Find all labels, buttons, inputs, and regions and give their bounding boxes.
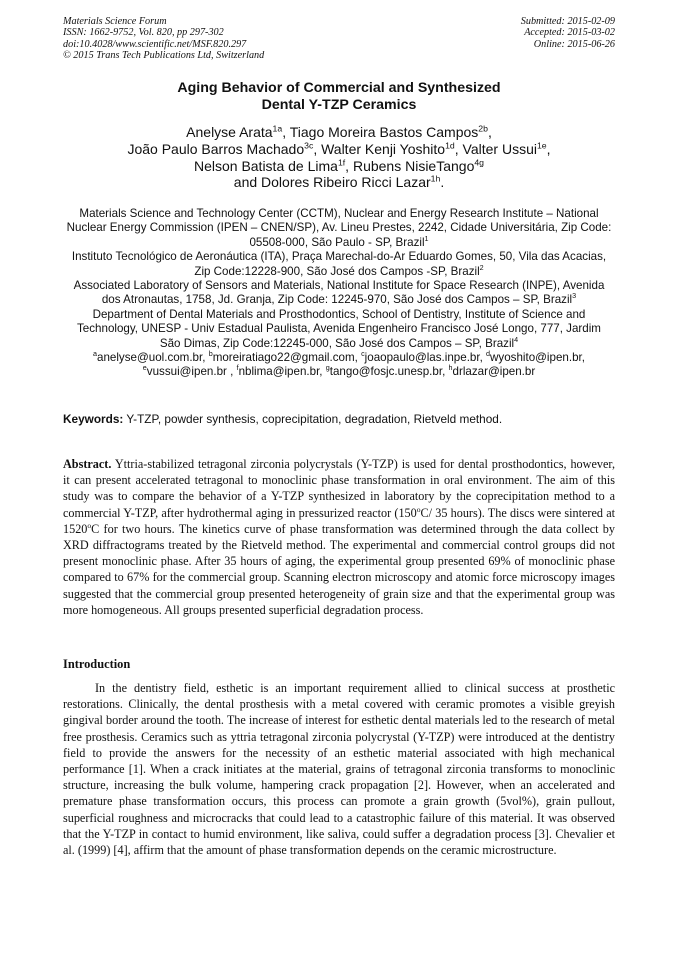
email-mark: a <box>93 349 98 359</box>
author-name: Walter Kenji Yoshito <box>321 140 446 157</box>
copyright: © 2015 Trans Tech Publications Ltd, Switzerland <box>63 50 265 62</box>
online-date: Online: 2015-06-26 <box>533 38 615 50</box>
keywords-text: Y-TZP, powder synthesis, coprecipitation, degradation, Rietveld method. <box>123 412 503 426</box>
introduction-paragraph: In the dentistry field, esthetic is an important requirement allied to clinical success at prosthetic restorations. Clinically, the dental prosthesis with a metal covered with ceramic promotes a visible greyish gingival border around the tooth. The increase of interest for esthetic dental materials led to the research of metal free prosthesis. Ceramics such as yttria tetragonal zirconia polycrystal (Y-TZP) were introduced at the dentistry field to provide the answers for the necessity of an esthetic material associated with high mechanical performance [1]. When a crack initiates at the material, grains of tetragonal zirconia transforms to monoclinic structure, increasing the bulk volume, hampering crack propagation [2]. However, when an accelerated and premature phase transformation occurs, this process can promote a grain growth (5vol%), grain pullout, superficial roughness and microcracks that could lead to a catastrophic failure of this material. It was observed that the Y-TZP in contact to humid environment, like saliva, could suffer a degradation process [3]. Chevalier et al. (1999) [4], affirm that the amount of phase transformation depends on the ceramic microstructure. <box>63 681 615 858</box>
author-affil-mark: 1a <box>272 123 283 134</box>
email-separator: , <box>479 351 487 365</box>
journal-header <box>63 16 363 62</box>
affiliation-3 <box>66 279 612 308</box>
author-separator: , <box>282 124 290 140</box>
author-name: Valter Ussui <box>462 140 537 157</box>
author-separator: , <box>487 124 492 140</box>
affiliation-mark: 1 <box>424 233 429 243</box>
author-separator: , <box>345 157 353 174</box>
author-separator: , <box>546 140 551 157</box>
accepted-date: Accepted: 2015-03-02 <box>524 27 615 39</box>
affiliation-mark: 4 <box>514 334 519 344</box>
degree-mark: o <box>416 504 421 514</box>
author-line <box>60 141 618 158</box>
author-line <box>60 174 618 191</box>
email-mark: h <box>448 363 453 373</box>
publication-dates <box>375 16 615 50</box>
affiliation-1 <box>66 207 612 250</box>
introduction-heading: Introduction <box>63 657 131 671</box>
email-separator: , <box>202 351 209 365</box>
affiliation-text: Department of Dental Materials and Prosthodontics, School of Dentistry, Institute of Science and Technology, UNESP - Univ Estadual Paulista, Avenida Engenheiro Francisco José Longo, 777, Jardim São Dimas, Zip Code:12245-000, São José dos Campos – SP, Brazil <box>77 307 601 350</box>
degree-mark: o <box>87 520 92 530</box>
keywords <box>63 412 623 426</box>
abstract-text-3: C for two hours. The kinetics curve of phase transformation was determined through the data collect by XRD diffractograms treated by the Rietveld method. The experimental and commercial control groups did not present monoclinic phase. After 35 hours of aging, the experimental group presented 69% of monoclinic phase compared to 67% for the commercial group. Scanning electron microscopy and atomic force microscopy images suggested that the commercial group presented heterogeneity of grain size and that the experimental group was more homogeneous. All groups presented superficial degradation process. <box>63 521 615 617</box>
author-separator: , <box>454 140 463 157</box>
email-separator: , <box>354 351 362 365</box>
author-name: Nelson Batista de Lima <box>193 157 338 174</box>
author-name: João Paulo Barros Machado <box>127 140 305 157</box>
affiliation-mark: 2 <box>479 262 484 272</box>
email-mark: e <box>142 363 147 373</box>
author-affil-mark: 1e <box>536 140 547 151</box>
email-mark: d <box>486 349 491 359</box>
email-separator: , <box>226 365 237 379</box>
email-address[interactable]: vussui@ipen.br <box>146 365 227 379</box>
keywords-label: Keywords: <box>63 412 124 426</box>
email-address[interactable]: wyoshito@ipen.br <box>490 351 582 365</box>
author-line <box>60 158 618 175</box>
email-mark: b <box>208 349 213 359</box>
email-address[interactable]: anelyse@uol.com.br <box>97 351 203 365</box>
affiliation-text: Materials Science and Technology Center (CCTM), Nuclear and Energy Research Institute – National Nuclear Energy Commission (IPEN – CNEN/SP), Av. Lineu Prestes, 2242, Cidade Universitária, Zip Code: 05508-000, São Paulo - SP, Brazil <box>66 207 612 249</box>
author-affil-mark: 1d <box>445 140 455 151</box>
affiliations <box>66 207 612 380</box>
author-name: Tiago Moreira Bastos Campos <box>289 124 479 140</box>
title-line-1: Aging Behavior of Commercial and Synthesized <box>177 80 501 96</box>
email-mark: c <box>361 349 365 359</box>
abstract <box>63 456 615 618</box>
author-name: Rubens NisieTango <box>352 157 475 174</box>
affiliation-mark: 3 <box>572 291 577 301</box>
email-address[interactable]: tango@fosjc.unesp.br <box>329 365 443 379</box>
email-address[interactable]: joaopaulo@las.inpe.br <box>364 351 480 365</box>
abstract-label: Abstract. <box>63 457 112 471</box>
author-separator: . <box>440 174 445 191</box>
author-affil-mark: 3c <box>304 140 314 151</box>
email-separator: , <box>319 365 326 379</box>
abstract-text-2: C/ 35 hours). The discs were sintered at 1520 <box>63 505 615 536</box>
journal-name: Materials Science Forum <box>63 16 167 27</box>
author-affil-mark: 4g <box>474 156 485 167</box>
author-name: Anelyse Arata <box>186 124 273 140</box>
email-list <box>66 351 612 380</box>
author-line <box>60 124 618 141</box>
affiliation-4 <box>66 308 612 351</box>
paper-title <box>60 80 618 114</box>
issn: ISSN: 1662-9752, Vol. 820, pp 297-302 <box>63 27 224 39</box>
author-affil-mark: 1h <box>430 173 441 184</box>
affiliation-text: Instituto Tecnológico de Aeronáutica (ITA), Praça Marechal-do-Ar Eduardo Gomes, 50, Vila das Acacias, Zip Code:12228-900, São José dos Campos -SP, Brazil <box>71 250 607 278</box>
author-name: and Dolores Ribeiro Ricci Lazar <box>233 174 431 191</box>
email-address[interactable]: drlazar@ipen.br <box>452 365 536 379</box>
submitted-date: Submitted: 2015-02-09 <box>520 16 615 27</box>
abstract-text-1: Yttria-stabilized tetragonal zirconia polycrystals (Y-TZP) is used for dental prosthodontics, however, it can present accelerated tetragonal to monoclinic phase transformation in oral environment. The aim of this study was to compare the behavior of a Y-TZP synthesized in laboratory by the coprecipitation method to a commercial Y-TZP, after hydrothermal aging in pressurized reactor (150 <box>63 457 615 520</box>
email-address[interactable]: moreiratiago22@gmail.com <box>212 351 355 365</box>
email-address[interactable]: nblima@ipen.br <box>238 365 320 379</box>
email-separator: , <box>442 365 449 379</box>
email-separator: , <box>581 351 585 365</box>
author-list <box>60 124 618 191</box>
author-affil-mark: 2b <box>478 123 488 134</box>
email-mark: f <box>236 363 239 373</box>
affiliation-2 <box>66 250 612 279</box>
doi: doi:10.4028/www.scientific.net/MSF.820.297 <box>63 38 247 50</box>
author-separator: , <box>313 140 322 157</box>
email-mark: g <box>325 363 330 373</box>
affiliation-text: Associated Laboratory of Sensors and Materials, National Institute for Space Research (INPE), Avenida dos Atronautas, 1758, Jd. Granja, Zip Code: 12245-970, São José dos Campos – SP, Brazil <box>73 279 605 307</box>
author-affil-mark: 1f <box>337 156 346 167</box>
title-line-2: Dental Y-TZP Ceramics <box>261 97 417 113</box>
